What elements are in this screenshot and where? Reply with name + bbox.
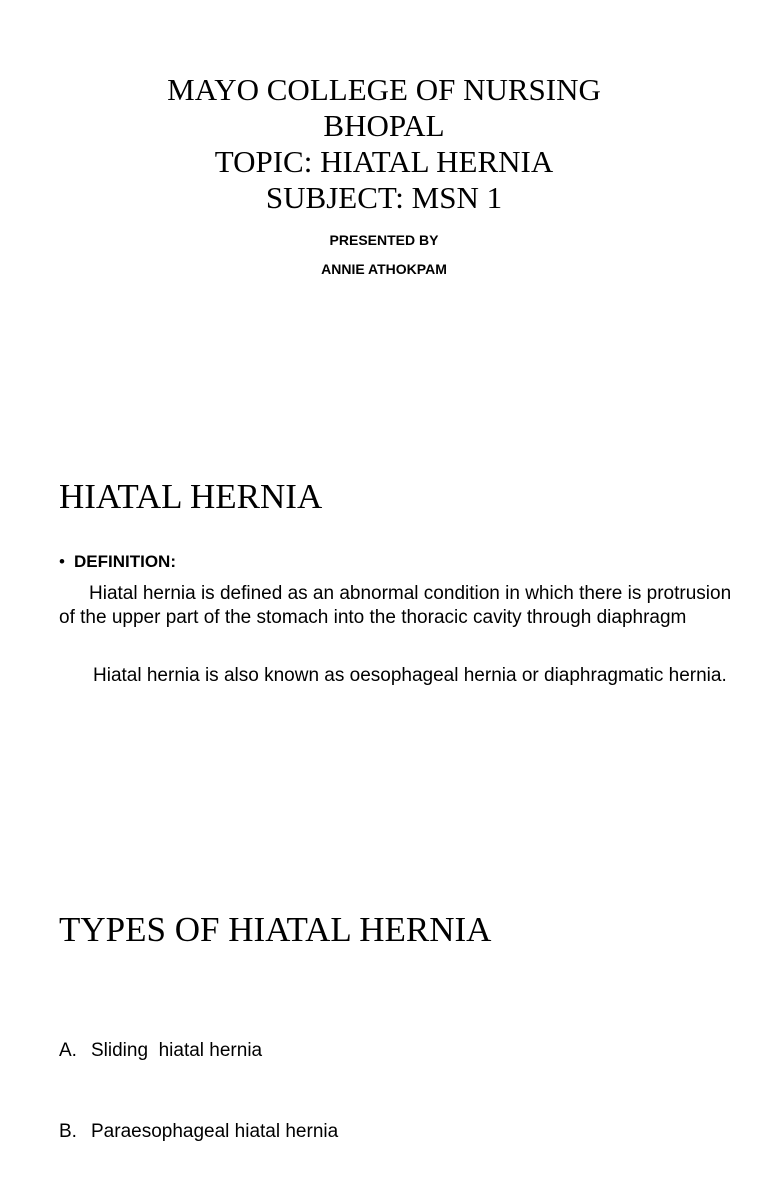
list-item	[59, 1118, 338, 1145]
list-item-text: Sliding hiatal hernia	[91, 1040, 263, 1061]
list-marker: A.	[59, 1040, 77, 1061]
college-name: MAYO COLLEGE OF NURSING	[167, 72, 601, 107]
college-city: BHOPAL	[323, 108, 445, 143]
presenter-name: ANNIE ATHOKPAM	[321, 261, 447, 277]
definition-paragraph: Hiatal hernia is defined as an abnormal condition in which there is protrusion of the upper part of the stomach into the thoracic cavity through diaphragm	[59, 583, 732, 628]
topic-line: TOPIC: HIATAL HERNIA	[214, 144, 554, 179]
title-slide	[0, 0, 768, 440]
title-block	[0, 72, 768, 216]
slide-heading: TYPES OF HIATAL HERNIA	[59, 910, 492, 949]
definition-bullet	[59, 550, 176, 574]
bullet-icon: •	[59, 552, 65, 571]
types-slide	[0, 880, 768, 1142]
alias-paragraph: Hiatal hernia is also known as oesophageal hernia or diaphragmatic hernia.	[93, 665, 727, 686]
slide-heading: HIATAL HERNIA	[59, 477, 323, 516]
list-item-text: Paraesophageal hiatal hernia	[91, 1121, 339, 1142]
definition-slide	[0, 440, 768, 880]
list-item	[59, 1037, 338, 1064]
list-marker: B.	[59, 1121, 77, 1142]
definition-label: DEFINITION:	[74, 552, 176, 571]
types-list	[59, 983, 338, 1199]
subject-line: SUBJECT: MSN 1	[265, 180, 503, 215]
presented-by-label: PRESENTED BY	[329, 232, 439, 248]
